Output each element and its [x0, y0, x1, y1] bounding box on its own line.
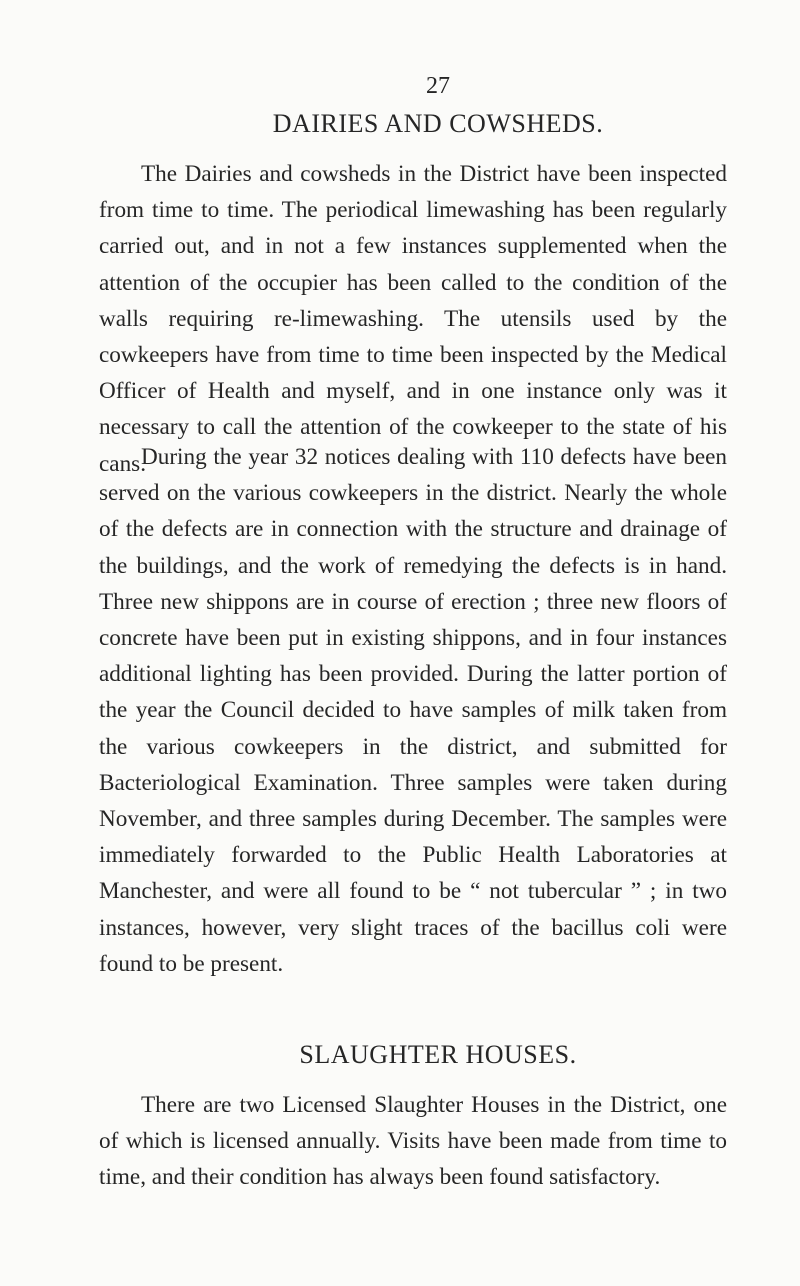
paragraph-slaughter-houses: There are two Licensed Slaughter Houses in the District, one of which is licensed annually. Visits have been made from time to time, and their condition has always been found satisfactory.: [99, 1092, 727, 1191]
section-heading-slaughter-houses: SLAUGHTER HOUSES.: [299, 1040, 577, 1069]
page-number: 27: [426, 73, 450, 99]
paragraph-dairies-inspection: The Dairies and cowsheds in the District have been inspected from time to time. The periodical limewashing has been regularly carried out, and in not a few instances supplemented when the attention of the occupier has been called to the condition of the walls requiring re-limewashing. The utensils used by the cowkeepers have from time to time been inspected by the Medical Officer of Health and myself, and in one instance only was it necessary to call the attention of the cowkeeper to the state of his cans.: [99, 161, 727, 477]
paragraph-notices-and-milk-samples: During the year 32 notices dealing with 110 defects have been served on the various cowkeepers in the district. Nearly the whole of the defects are in connection with the structure and drainage of the buildings, and the work of remedying the defects is in hand. Three new shippons are in course of erection ; three new floors of concrete have been put in existing shippons, and in four instances additional lighting has been provided. During the latter portion of the year the Council decided to have samples of milk taken from the various cowkeepers in the district, and submitted for Bacteriological Examination. Three samples were taken during November, and three samples during December. The samples were immediately forwarded to the Public Health Laboratories at Manchester, and were all found to be “ not tubercular ” ; in two instances, however, very slight traces of the bacillus coli were found to be present.: [99, 444, 727, 977]
section-heading-dairies-and-cowsheds: DAIRIES AND COWSHEDS.: [272, 109, 604, 138]
